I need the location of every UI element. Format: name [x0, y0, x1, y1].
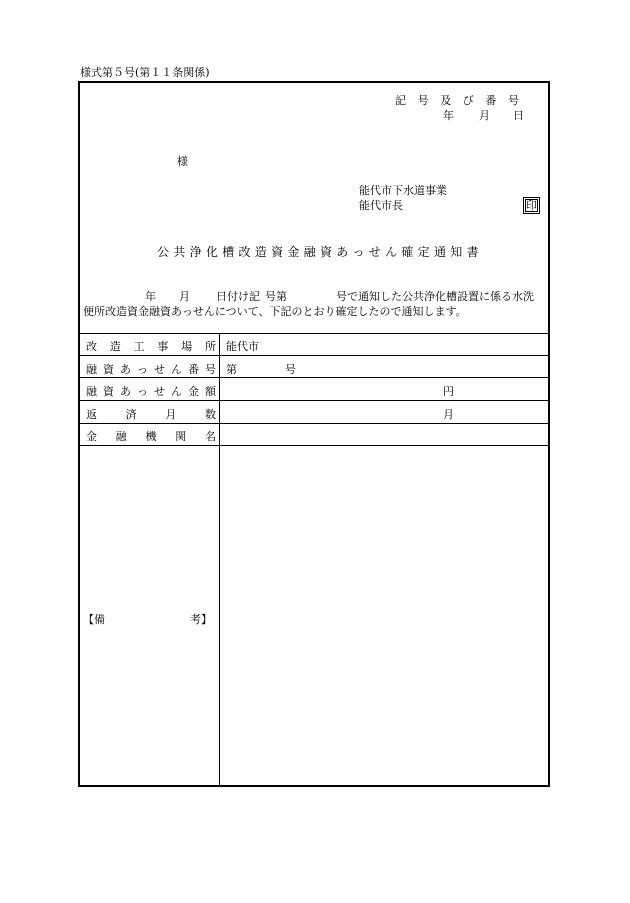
row-label-loan-amount: 融 資 あ っ せ ん 金 額	[86, 385, 216, 398]
remarks-area[interactable]	[220, 446, 548, 785]
issuer-title: 能代市長	[359, 199, 403, 212]
number-label: 記 号 及 び 番 号	[395, 94, 519, 107]
row-unit-yen: 円	[443, 385, 454, 398]
body-line2: 便所改造資金融資あっせんについて、下記のとおり確定したので通知します。	[83, 305, 467, 318]
row-label-repayment-months: 返 済 月 数	[86, 408, 216, 421]
row-value-loan-number-prefix: 第	[226, 363, 237, 376]
row-label-bank-name: 金 融 機 関 名	[86, 430, 216, 443]
remarks-open: 【備	[83, 613, 105, 626]
form-number: 様式第５号(第１１条関係)	[80, 66, 210, 79]
row-value-loan-number-suffix: 号	[285, 363, 296, 376]
remarks-close: 考】	[190, 613, 212, 626]
date-day-label: 日	[513, 109, 524, 122]
row-label-location: 改 造 工 事 場 所	[86, 340, 216, 353]
addressee-suffix: 様	[177, 155, 188, 168]
row-unit-month: 月	[443, 408, 454, 421]
issuer-org: 能代市下水道事業	[359, 184, 447, 197]
body-num-part: 号第	[265, 290, 287, 303]
body-line1-rest: 号で通知した公共浄化槽設置に係る水洗	[336, 290, 534, 303]
document-title: 公共浄化槽改造資金融資あっせん確定通知書	[157, 245, 483, 259]
body-year: 年	[145, 290, 156, 303]
body-date-part: 日付け記	[216, 290, 260, 303]
seal-stamp: 印	[523, 197, 540, 214]
date-year-label: 年	[443, 109, 454, 122]
body-month: 月	[179, 290, 190, 303]
date-month-label: 月	[479, 109, 490, 122]
form-frame	[78, 81, 550, 787]
row-value-location: 能代市	[226, 340, 259, 353]
row-label-loan-number: 融 資 あ っ せ ん 番 号	[86, 363, 216, 376]
